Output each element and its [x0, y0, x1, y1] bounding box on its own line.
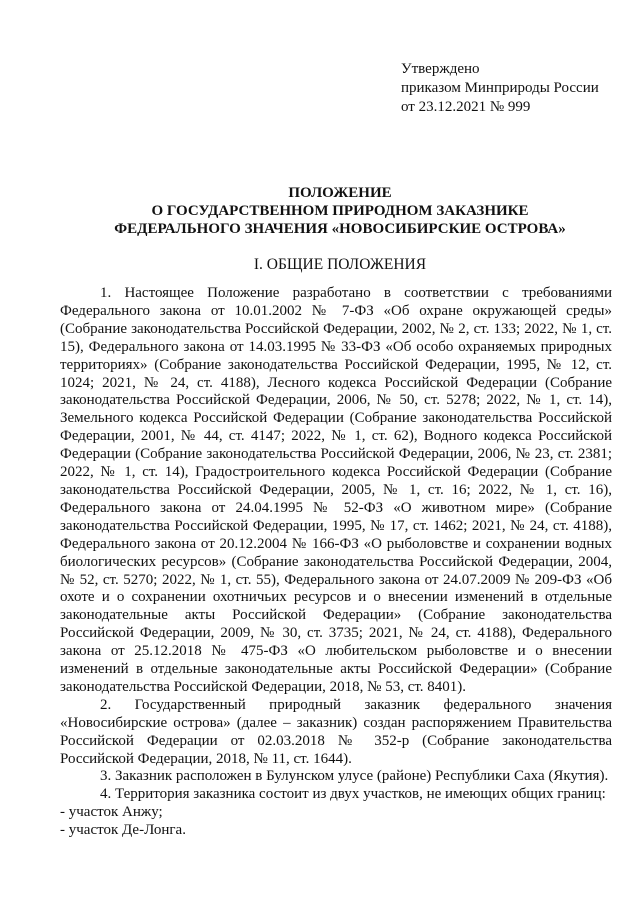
section-heading: I. ОБЩИЕ ПОЛОЖЕНИЯ: [253, 256, 427, 273]
title-line-3: ФЕДЕРАЛЬНОГО ЗНАЧЕНИЯ «НОВОСИБИРСКИЕ ОСТРОВА»: [114, 221, 566, 237]
list-item-de-longa: - участок Де-Лонга.: [60, 822, 186, 839]
document-body: [60, 285, 612, 840]
document-title: [60, 184, 620, 238]
approval-line-1: Утверждено: [401, 61, 480, 77]
paragraph-3: 3. Заказник расположен в Булунском улусе (районе) Республики Саха (Якутия).: [100, 768, 609, 785]
paragraph-4: 4. Территория заказника состоит из двух участков, не имеющих общих границ:: [100, 786, 606, 803]
title-line-2: О ГОСУДАРСТВЕННОМ ПРИРОДНОМ ЗАКАЗНИКЕ: [151, 203, 529, 219]
paragraph-2: 2. Государственный природный заказник федерального значения «Новосибирские острова» (далее – заказник) создан распоряжением Правительства Российской Федерации от 02.03.2018 № 352-р (Собрание законодательства Российской Федерации, 2018, № 11, ст. 1644).: [60, 696, 612, 767]
list-item-anzhu: - участок Анжу;: [60, 804, 163, 821]
approval-line-3: от 23.12.2021 № 999: [401, 99, 531, 115]
approval-line-2: приказом Минприроды России: [401, 80, 599, 96]
paragraph-1: 1. Настоящее Положение разработано в соответствии с требованиями Федерального закона от 10.01.2002 № 7-ФЗ «Об охране окружающей среды» (Собрание законодательства Российской Федерации, 2002, № 2, ст. 133; 2022, № 1, ст. 15), Федерального закона от 14.03.1995 № 33-ФЗ «Об особо охраняемых природных территориях» (Собрание законодательства Российской Федерации, 1995, № 12, ст. 1024; 2021, № 24, ст. 4188), Лесного кодекса Российской Федерации (Собрание законодательства Российской Федерации, 2006, № 50, ст. 5278; 2022, № 1, ст. 14), Земельного кодекса Российской Федерации (Собрание законодательства Российской Федерации, 2001, № 44, ст. 4147; 2022, № 1, ст. 62), Водного кодекса Российской Федерации (Собрание законодательства Российской Федерации, 2006, № 23, ст. 2381; 2022, № 1, ст. 14), Градостроительного кодекса Российской Федерации (Собрание законодательства Российской Федерации, 2005, № 1, ст. 16; 2022, № 1, ст. 16), Федерального закона от 24.04.1995 № 52-ФЗ «О животном мире» (Собрание законодательства Российской Федерации, 1995, № 17, ст. 1462; 2021, № 24, ст. 4188), Федерального закона от 20.12.2004 № 166-ФЗ «О рыболовстве и сохранении водных биологических ресурсов» (Собрание законодательства Российской Федерации, 2004, № 52, ст. 5270; 2022, № 1, ст. 55), Федерального закона от 24.07.2009 № 209-ФЗ «Об охоте и о сохранении охотничьих ресурсов и о внесении изменений в отдельные законодательные акты Российской Федерации» (Собрание законодательства Российской Федерации, 2009, № 30, ст. 3735; 2021, № 24, ст. 4188), Федерального закона от 25.12.2018 № 475-ФЗ «О любительском рыболовстве и о внесении изменений в отдельные законодательные акты Российской Федерации» (Собрание законодательства Российской Федерации, 2018, № 53, ст. 8401).: [60, 285, 612, 695]
title-line-1: ПОЛОЖЕНИЕ: [288, 185, 392, 201]
approval-stamp: [401, 60, 631, 117]
